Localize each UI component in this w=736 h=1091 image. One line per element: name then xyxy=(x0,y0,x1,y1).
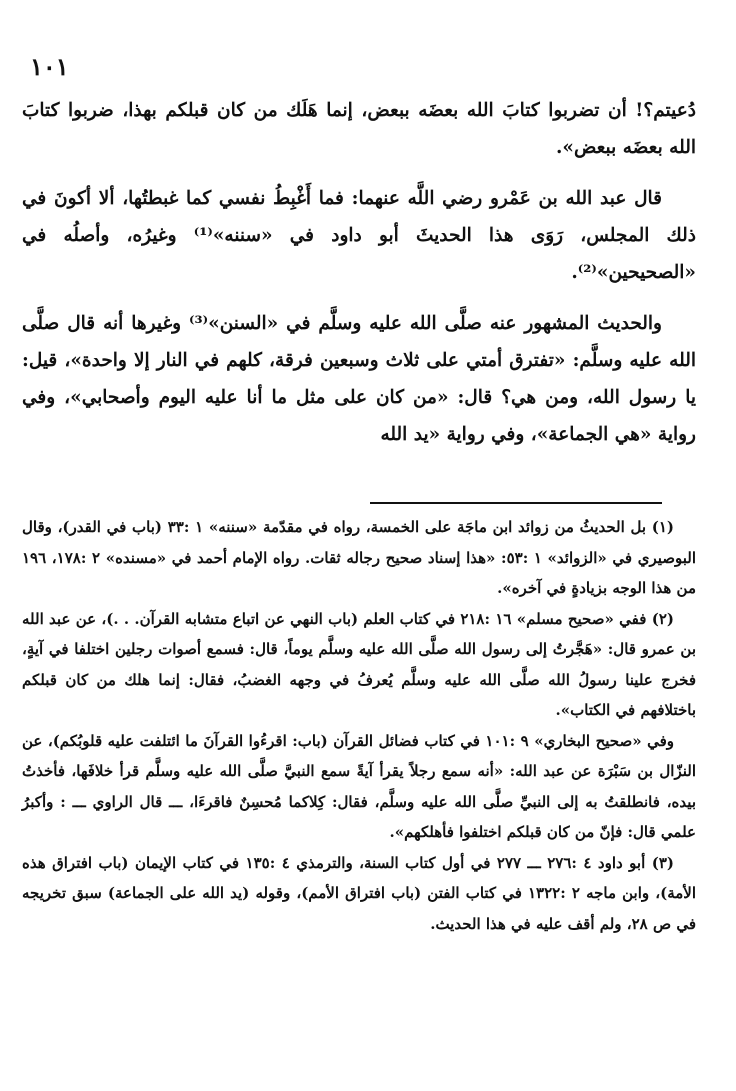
body-paragraph: قال عبد الله بن عَمْرو رضي اللَّه عنهما: فما أَغْبِطُ نفسي كما غبطتُها، ألا أكونَ في ذلك المجلس، رَوَى هذا الحديثَ أبو داود في «سننه»⁽¹⁾ وغيرُه، وأصلُه في «الصحيحين»⁽²⁾. xyxy=(22,188,696,283)
body-paragraph: والحديث المشهور عنه صلَّى الله عليه وسلَّم في «السنن»⁽³⁾ وغيرها أنه قال صلَّى الله عليه وسلَّم: «تفترق أمتي على ثلاث وسبعين فرقة، كلهم في النار إلا واحدة»، قيل: يا رسول الله، ومن هي؟ قال: «من كان على مثل ما أنا عليه اليوم وأصحابي»، وفي رواية «هي الجماعة»، وفي رواية «يد الله xyxy=(22,313,696,445)
footnote-2: (٢) ففي «صحيح مسلم» ١٦ :٢١٨ في كتاب العلم (باب النهي عن اتباع متشابه القرآن. . .)، عن عبد الله بن عمرو قال: «هَجَّرتُ إلى رسول الله صلَّى الله عليه وسلَّم يوماً، قال: فسمع أصوات رجلين اختلفا في آيةٍ، فخرج علينا رسولُ الله صلَّى الله عليه وسلَّم يُعرفُ في وجهه الغضبُ، فقال: إنما هلك من كان قبلكم باختلافهم في الكتاب». xyxy=(22,609,696,719)
footnote-2-continued: وفي «صحيح البخاري» ٩ :١٠١ في كتاب فضائل القرآن (باب: اقرءُوا القرآنَ ما ائتلفت عليه قلوبُكم)، عن النزّال بن سَبْرَة عن عبد الله: «أنه سمع رجلاً يقرأ آيةً سمع النبيَّ صلَّى الله عليه وسلَّم قرأ خلافَها، فأخذتُ بيده، فانطلقتُ به إلى النبيِّ صلَّى الله عليه وسلَّم، فقال: كِلاكما مُحسِنٌ فاقرءَا، ـــ قال الراوي ـــ : وأكبرُ علمي قال: فإنّ من كان قبلكم اختلفوا فأهلكهم». xyxy=(22,731,696,841)
footnote-divider xyxy=(370,502,662,504)
footnotes xyxy=(22,512,696,939)
body-paragraph: دُعيتم؟! أن تضربوا كتابَ الله بعضَه ببعض، إنما هَلَك من كان قبلكم بهذا، ضربوا كتابَ الله بعضَه ببعض». xyxy=(22,100,696,158)
page-number: ١٠١ xyxy=(30,52,69,81)
footnote-1: (١) بل الحديثُ من زوائد ابن ماجَة على الخمسة، رواه في مقدّمة «سننه» ١ :٣٣ (باب في القدر)، وقال البوصيري في «الزوائد» ١ :٥٣: «هذا إسناد صحيح رجاله ثقات. رواه الإمام أحمد في «مسنده» ٢ :١٧٨، ١٩٦ من هذا الوجه بزيادةٍ في آخره». xyxy=(22,518,696,597)
footnote-3: (٣) أبو داود ٤ :٢٧٦ ـــ ٢٧٧ في أول كتاب السنة، والترمذي ٤ :١٣٥ في كتاب الإيمان (باب افتراق هذه الأمة)، وابن ماجه ٢ :١٣٢٢ في كتاب الفتن (باب افتراق الأمم)، وقوله (يد الله على الجماعة) سبق تخريجه في ص ٢٨، ولم أقف عليه في هذا الحديث. xyxy=(22,853,697,933)
main-text xyxy=(22,92,696,467)
